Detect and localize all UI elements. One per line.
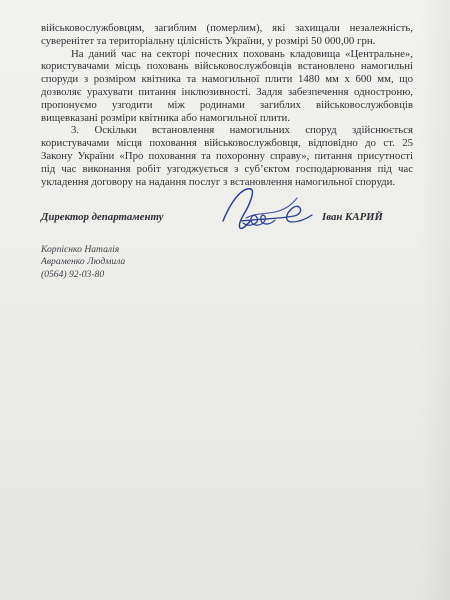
text-line: пропонуємо узгодити між родинами загиблих військовослужбовців — [41, 98, 413, 111]
director-name: Іван КАРИЙ — [322, 211, 383, 223]
text-line: військовослужбовцям, загиблим (померлим), які захищали незалежність, — [41, 22, 413, 34]
document-body — [41, 22, 413, 188]
director-title: Директор департаменту — [41, 211, 164, 223]
text-line: вищевказані розміри квітника або намогильної плити. — [41, 111, 291, 124]
text-line: суверенітет та територіальну цілісність України, у розмірі 50 000,00 грн. — [41, 34, 376, 47]
contact-phone: (0564) 92-03-80 — [41, 268, 105, 280]
text-line: користувачами місць поховань військовослужбовців встановлено намогильні — [41, 60, 413, 73]
text-line: 3. Оскільки встановлення намогильних споруд здійснюється — [71, 124, 413, 137]
text-line: укладення договору на надання послуг з встановлення намогильної споруди. — [41, 175, 396, 188]
contact-name: Авраменко Людмила — [41, 256, 126, 268]
text-line: користувачами місця поховання військовослужбовця, відповідно до ст. 25 — [41, 137, 413, 150]
paper-shadow — [420, 0, 450, 600]
signature-block — [41, 211, 421, 235]
text-line: дозволяє урахувати питання інклюзивності. Задля забезпечення одностроню, — [41, 85, 413, 98]
contact-name: Корпієнко Наталія — [41, 244, 120, 255]
contact-info — [41, 244, 125, 281]
text-line: На даний час на секторі почесних поховань кладовища «Центральне», — [71, 47, 413, 60]
text-line: споруди з розміром квітника та намогильної плити 1480 мм х 600 мм, що — [41, 73, 413, 86]
paragraph-compensation — [41, 22, 413, 48]
text-line: Закону України «Про поховання та похоронну справу», питання присутності — [41, 149, 413, 162]
paragraph-sector — [41, 48, 413, 125]
text-line: під час виконання робіт узгоджується з суб’єктом господарювання під час — [41, 162, 413, 175]
